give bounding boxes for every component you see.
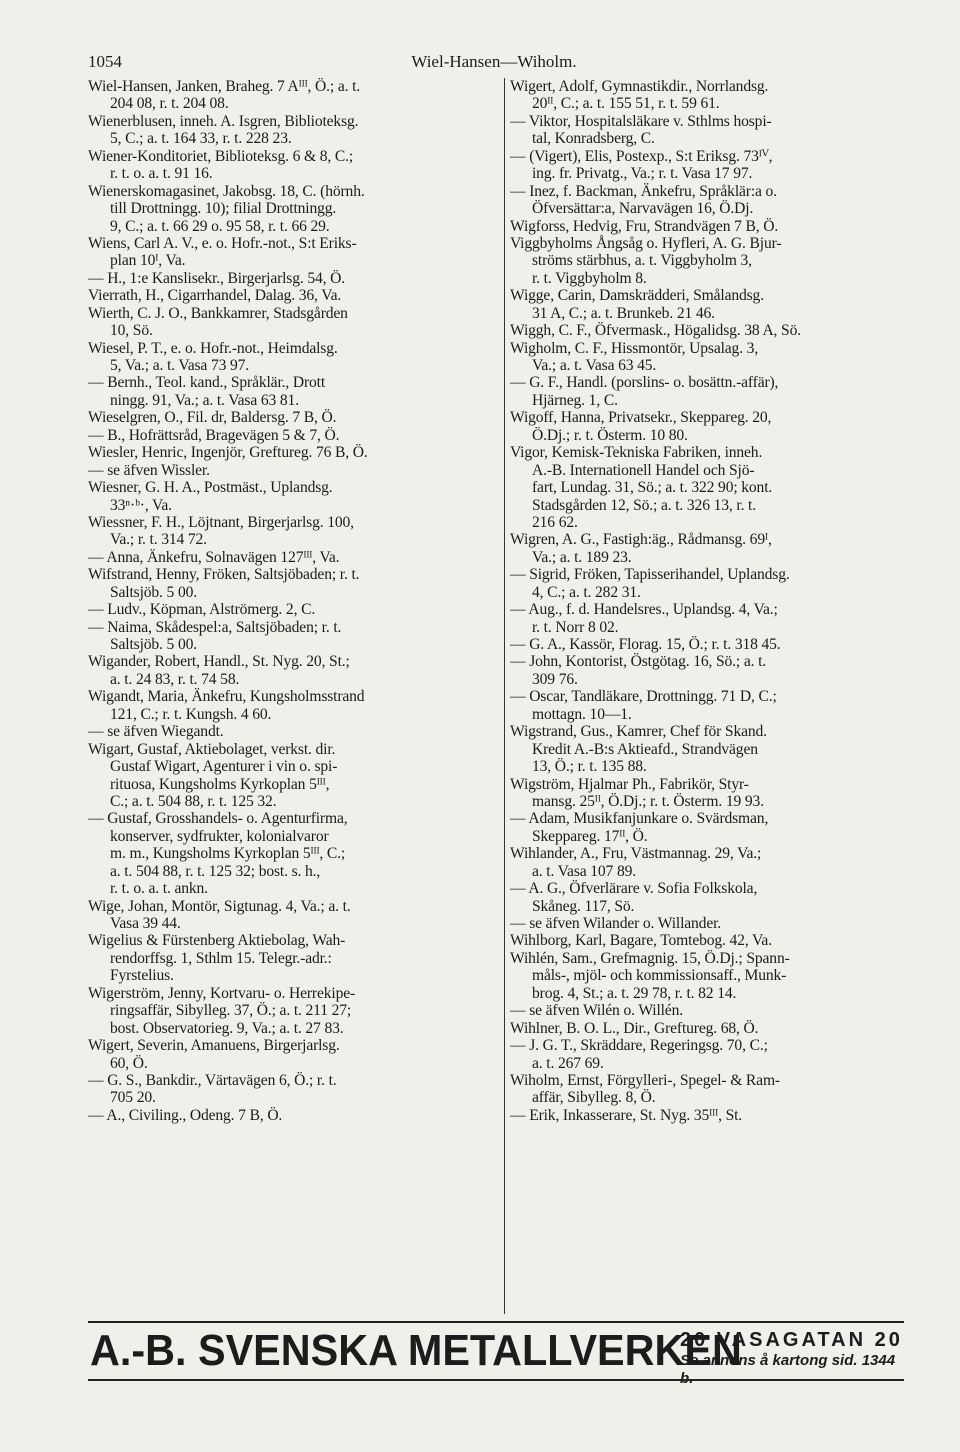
directory-entry-line: Wigstrand, Gus., Kamrer, Chef för Skand.	[510, 723, 767, 741]
directory-entry-line: Wifstrand, Henny, Fröken, Saltsjöbaden; r. t.	[88, 566, 360, 584]
left-column	[88, 78, 500, 1124]
directory-entry-line: — Sigrid, Fröken, Tapisserihandel, Uplandsg.	[510, 566, 790, 584]
directory-entry-line: — G. A., Kassör, Florag. 15, Ö.; r. t. 318 45.	[510, 636, 781, 653]
directory-entry-line: Wihlander, A., Fru, Västmannag. 29, Va.;	[510, 845, 762, 863]
directory-entry-line: Hjärneg. 1, C.	[532, 391, 618, 409]
directory-entry-line: tal, Konradsberg, C.	[532, 130, 655, 148]
directory-entry-line: a. t. Vasa 107 89.	[532, 862, 636, 880]
directory-entry-line: rituosa, Kungsholms Kyrkoplan 5ᴵᴵᴵ,	[110, 775, 330, 793]
directory-entry-line: — B., Hofrättsråd, Bragevägen 5 & 7, Ö.	[88, 426, 340, 444]
page-header	[88, 52, 900, 76]
directory-entry-line: rendorffsg. 1, Sthlm 15. Telegr.-adr.:	[110, 949, 332, 967]
directory-entry-line: — Ludv., Köpman, Alströmerg. 2, C.	[88, 601, 316, 619]
running-title: Wiel-Hansen—Wiholm.	[411, 52, 577, 71]
directory-entry-line: m. m., Kungsholms Kyrkoplan 5ᴵᴵᴵ, C.;	[110, 845, 346, 863]
directory-entry-line: Wigström, Hjalmar Ph., Fabrikör, Styr-	[510, 775, 749, 793]
ad-bottom-rule	[88, 1379, 904, 1381]
directory-entry-line: Wigholm, C. F., Hissmontör, Upsalag. 3,	[510, 339, 759, 357]
directory-entry-line: Skeppareg. 17ᴵᴵ, Ö.	[532, 827, 648, 845]
directory-entry-line: Ö.Dj.; r. t. Österm. 10 80.	[532, 426, 688, 444]
directory-entry-line: — G. F., Handl. (porslins- o. bosättn.-affär),	[510, 374, 779, 392]
ad-reference-note: Se annons å kartong sid. 1344	[680, 1352, 896, 1369]
directory-entry-line: mansg. 25ᴵᴵ, Ö.Dj.; r. t. Österm. 19 93.	[532, 792, 764, 810]
directory-entry-line: Va.; r. t. 314 72.	[110, 531, 207, 549]
directory-entry-line: — John, Kontorist, Östgötag. 16, Sö.; a. t.	[510, 653, 767, 671]
directory-entry-line: Wierth, C. J. O., Bankkamrer, Stadsgården	[88, 304, 348, 322]
directory-entry-line: ströms stärbhus, a. t. Viggbyholm 3,	[532, 252, 752, 270]
directory-entry-line: Wigert, Adolf, Gymnastikdir., Norrlandsg.	[510, 78, 769, 95]
directory-entry-line: Vasa 39 44.	[110, 915, 181, 932]
directory-entry-line: 705 20.	[110, 1089, 156, 1107]
ad-company-name: A.-B. SVENSKA METALLVERKEN	[90, 1326, 742, 1375]
directory-entry-line: 5, Va.; a. t. Vasa 73 97.	[110, 357, 250, 374]
directory-entry-line: Wigge, Carin, Damskrädderi, Smålandsg.	[510, 287, 764, 305]
directory-entry-line: 309 76.	[532, 670, 578, 688]
directory-entry-line: 33ⁿ·ᵇ·, Va.	[110, 496, 172, 514]
directory-entry-line: 60, Ö.	[110, 1054, 148, 1072]
directory-entry-line: — J. G. T., Skräddare, Regeringsg. 70, C.;	[510, 1037, 768, 1055]
directory-entry-line: 4, C.; a. t. 282 31.	[532, 583, 641, 601]
directory-entry-line: Wienerblusen, inneh. A. Isgren, Biblioteksg.	[88, 112, 359, 130]
directory-entry-line: C.; a. t. 504 88, r. t. 125 32.	[110, 792, 277, 810]
directory-entry-line: Fyrstelius.	[110, 967, 174, 985]
directory-entry-line: Wiens, Carl A. V., e. o. Hofr.-not., S:t Eriks-	[88, 234, 357, 252]
directory-entry-line: Wiel-Hansen, Janken, Braheg. 7 Aᴵᴵᴵ, Ö.; a. t.	[88, 78, 361, 95]
directory-entry-line: — Oscar, Tandläkare, Drottningg. 71 D, C.;	[510, 688, 777, 706]
directory-entry-line: — Anna, Änkefru, Solnavägen 127ᴵᴵᴵ, Va.	[88, 548, 340, 566]
directory-entry-line: Wiggh, C. F., Öfvermask., Högalidsg. 38 A, Sö.	[510, 322, 801, 340]
directory-entry-line: Gustaf Wigart, Agenturer i vin o. spi-	[110, 758, 338, 776]
directory-entry-line: Wigart, Gustaf, Aktiebolaget, verkst. dir.	[88, 740, 336, 758]
directory-entry-line: Wigander, Robert, Handl., St. Nyg. 20, St.;	[88, 653, 350, 671]
directory-entry-line: fart, Lundag. 31, Sö.; a. t. 322 90; kont.	[532, 479, 773, 497]
directory-entry-line: Wiener-Konditoriet, Biblioteksg. 6 & 8, C.;	[88, 147, 354, 165]
directory-entry-line: Viggbyholms Ångsåg o. Hyfleri, A. G. Bjur-	[510, 234, 782, 252]
directory-entry-line: Skåneg. 117, Sö.	[532, 897, 635, 915]
directory-entry-line: Kredit A.-B:s Aktieafd., Strandvägen	[532, 740, 758, 758]
directory-entry-line: a. t. 267 69.	[532, 1054, 604, 1072]
directory-entry-line: ing. fr. Privatg., Va.; r. t. Vasa 17 97.	[532, 165, 753, 183]
directory-entry-line: Stadsgården 12, Sö.; a. t. 326 13, r. t.	[532, 496, 756, 514]
directory-entry-line: Wiesner, G. H. A., Postmäst., Uplandsg.	[88, 479, 333, 497]
directory-entry-line: — se äfven Wissler.	[88, 461, 210, 479]
ad-top-rule	[88, 1321, 904, 1323]
directory-entry-line: Wiholm, Ernst, Förgylleri-, Spegel- & Ram-	[510, 1071, 780, 1089]
page-number: 1054	[88, 52, 122, 71]
directory-entry-line: Wigert, Severin, Amanuens, Birgerjarlsg.	[88, 1037, 340, 1055]
directory-entry-line: Vigor, Kemisk-Tekniska Fabriken, inneh.	[510, 444, 763, 462]
directory-entry-line: — Erik, Inkasserare, St. Nyg. 35ᴵᴵᴵ, St.	[510, 1106, 743, 1124]
directory-entry-line: Wigandt, Maria, Änkefru, Kungsholmsstrand	[88, 688, 365, 706]
directory-entry-line: — se äfven Wilander o. Willander.	[510, 915, 722, 932]
directory-entry-line: a. t. 24 83, r. t. 74 58.	[110, 670, 240, 688]
directory-entry-line: Wiesel, P. T., e. o. Hofr.-not., Heimdalsg.	[88, 339, 338, 357]
directory-entry-line: brog. 4, St.; a. t. 29 78, r. t. 82 14.	[532, 984, 737, 1002]
directory-entry-line: — Viktor, Hospitalsläkare v. Sthlms hospi-	[510, 112, 772, 130]
directory-entry-line: 204 08, r. t. 204 08.	[110, 95, 229, 113]
directory-entry-line: 10, Sö.	[110, 322, 153, 340]
directory-entry-line: Wihlborg, Karl, Bagare, Tomtebog. 42, Va.	[510, 932, 772, 950]
directory-entry-line: — Adam, Musikfanjunkare o. Svärdsman,	[510, 810, 769, 828]
directory-entry-line: — Inez, f. Backman, Änkefru, Språklär:a o.	[510, 182, 777, 200]
directory-entry-line: r. t. Viggbyholm 8.	[532, 269, 647, 287]
directory-entry-line: Saltsjöb. 5 00.	[110, 636, 197, 653]
directory-entry-line: 31 A, C.; a. t. Brunkeb. 21 46.	[532, 304, 715, 322]
directory-entry-line: — A. G., Öfverlärare v. Sofia Folkskola,	[510, 880, 758, 898]
directory-entry-line: Wigoff, Hanna, Privatsekr., Skeppareg. 20,	[510, 409, 772, 427]
directory-entry-line: Wiesler, Henric, Ingenjör, Greftureg. 76 B, Ö.	[88, 444, 368, 462]
directory-entry-line: Wihlén, Sam., Grefmagnig. 15, Ö.Dj.; Spann-	[510, 949, 790, 967]
directory-entry-line: Öfversättar:a, Narvavägen 16, Ö.Dj.	[532, 200, 754, 218]
directory-entry-line: Wienerskomagasinet, Jakobsg. 18, C. (hörnh.	[88, 182, 365, 200]
ad-address: 20 VASAGATAN 20	[680, 1329, 903, 1351]
directory-entry-line: Wige, Johan, Montör, Sigtunag. 4, Va.; a. t.	[88, 897, 351, 915]
directory-entry-line: r. t. o. a. t. ankn.	[110, 880, 208, 898]
directory-entry-line: — A., Civiling., Odeng. 7 B, Ö.	[88, 1106, 283, 1124]
directory-entry-line: Saltsjöb. 5 00.	[110, 583, 197, 601]
directory-entry-line: 9, C.; a. t. 66 29 o. 95 58, r. t. 66 29.	[110, 217, 330, 235]
directory-entry-line: till Drottningg. 10); filial Drottningg.	[110, 200, 337, 218]
directory-entry-line: 121, C.; r. t. Kungsh. 4 60.	[110, 705, 272, 723]
directory-entry-line: — Bernh., Teol. kand., Språklär., Drott	[88, 374, 326, 392]
directory-entry-line: ningg. 91, Va.; a. t. Vasa 63 81.	[110, 391, 299, 409]
right-column	[510, 78, 908, 1124]
directory-entry-line: 13, Ö.; r. t. 135 88.	[532, 758, 647, 776]
directory-entry-line: Va.; a. t. 189 23.	[532, 548, 632, 566]
directory-entry-line: a. t. 504 88, r. t. 125 32; bost. s. h.,	[110, 862, 321, 880]
directory-entry-line: plan 10ᴵ, Va.	[110, 252, 186, 270]
advertisement-banner	[88, 1326, 904, 1376]
directory-entry-line: — H., 1:e Kanslisekr., Birgerjarlsg. 54, Ö.	[88, 269, 346, 287]
directory-entry-line: ringsaffär, Sibylleg. 37, Ö.; a. t. 211 27;	[110, 1002, 352, 1020]
directory-entry-line: — se äfven Wiegandt.	[88, 723, 224, 741]
directory-entry-line: 216 62.	[532, 513, 578, 531]
directory-entry-line: Wihlner, B. O. L., Dir., Greftureg. 68, Ö.	[510, 1019, 759, 1037]
directory-entry-line: — se äfven Wilén o. Willén.	[510, 1002, 683, 1020]
directory-entry-line: Wigerström, Jenny, Kortvaru- o. Herrekipe-	[88, 984, 356, 1002]
directory-entry-line: r. t. o. a. t. 91 16.	[110, 165, 213, 183]
directory-entry-line: Wiessner, F. H., Löjtnant, Birgerjarlsg. 100,	[88, 513, 354, 531]
directory-entry-line: — G. S., Bankdir., Värtavägen 6, Ö.; r. t.	[88, 1071, 337, 1089]
directory-entry-line: Wigren, A. G., Fastigh:äg., Rådmansg. 69ᴵ,	[510, 531, 772, 549]
directory-entry-line: A.-B. Internationell Handel och Sjö-	[532, 461, 755, 479]
directory-entry-line: — (Vigert), Elis, Postexp., S:t Eriksg. 73ᴵⱽ,	[510, 147, 773, 165]
directory-entry-line: Vierrath, H., Cigarrhandel, Dalag. 36, Va.	[88, 287, 342, 305]
directory-entry-line: r. t. Norr 8 02.	[532, 618, 619, 636]
directory-entry-line: 5, C.; a. t. 164 33, r. t. 228 23.	[110, 130, 292, 148]
directory-entry-line: — Aug., f. d. Handelsres., Uplandsg. 4, Va.;	[510, 601, 778, 619]
directory-entry-line: mottagn. 10—1.	[532, 705, 632, 723]
directory-entry-line: — Gustaf, Grosshandels- o. Agenturfirma,	[88, 810, 348, 828]
column-divider	[504, 78, 505, 1314]
directory-entry-line: Wieselgren, O., Fil. dr, Baldersg. 7 B, Ö.	[88, 409, 337, 427]
directory-entry-line: — Naima, Skådespel:a, Saltsjöbaden; r. t.	[88, 618, 342, 636]
directory-entry-line: Wigforss, Hedvig, Fru, Strandvägen 7 B, Ö.	[510, 217, 779, 235]
directory-entry-line: Va.; a. t. Vasa 63 45.	[532, 357, 657, 374]
directory-entry-line: måls-, mjöl- och kommissionsaff., Munk-	[532, 967, 787, 985]
directory-entry-line: bost. Observatorieg. 9, Va.; a. t. 27 83.	[110, 1019, 344, 1037]
directory-entry-line: affär, Sibylleg. 8, Ö.	[532, 1089, 656, 1107]
directory-entry-line: Wigelius & Fürstenberg Aktiebolag, Wah-	[88, 932, 346, 950]
directory-entry-line: konserver, sydfrukter, kolonialvaror	[110, 827, 329, 845]
directory-entry-line: 20ᴵᴵ, C.; a. t. 155 51, r. t. 59 61.	[532, 95, 720, 113]
